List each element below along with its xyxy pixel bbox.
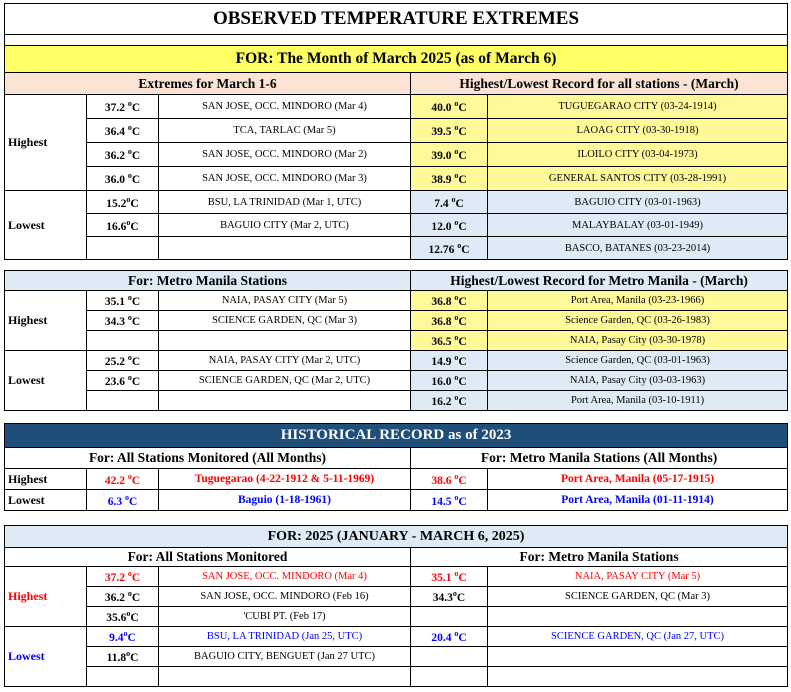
- station-cell: SAN JOSE, OCC. MINDORO (Feb 16): [159, 587, 411, 607]
- temp-cell: 37.2 $^o$C: [87, 95, 159, 119]
- record-temp-cell: 36.8 $^o$C: [411, 311, 488, 331]
- temp-cell: 35.1 $^o$C: [87, 291, 159, 311]
- mm-temp-cell: 34.3$^o$C: [411, 587, 488, 607]
- s3-left-header: For: All Stations Monitored (All Months): [5, 448, 411, 469]
- s4-lowest-label: Lowest: [5, 627, 87, 687]
- record-station-cell: Port Area, Manila (03-23-1966): [488, 291, 788, 311]
- temp-cell: 36.2 $^o$C: [87, 143, 159, 167]
- temp-cell: 35.6$^o$C: [87, 607, 159, 627]
- s1-lowest-label: Lowest: [5, 191, 87, 260]
- record-temp-cell: 12.76 $^o$C: [411, 237, 488, 260]
- record-temp-cell: 7.4 $^o$C: [411, 191, 488, 214]
- mm-temp-cell: 35.1 $^o$C: [411, 567, 488, 587]
- s3-lowest-label: Lowest: [5, 490, 87, 511]
- record-station-cell: GENERAL SANTOS CITY (03-28-1991): [488, 167, 788, 191]
- mm-temp-cell: 20.4 $^o$C: [411, 627, 488, 647]
- station-cell: SAN JOSE, OCC. MINDORO (Mar 3): [159, 167, 411, 191]
- record-station-cell: Port Area, Manila (03-10-1911): [488, 391, 788, 411]
- empty-cell: [87, 237, 159, 260]
- year-2025-table: [4, 525, 788, 687]
- temp-cell: 37.2 $^o$C: [87, 567, 159, 587]
- empty-cell: [411, 667, 488, 687]
- empty-cell: [159, 391, 411, 411]
- empty-cell: [87, 391, 159, 411]
- empty-cell: [488, 607, 788, 627]
- empty-cell: [411, 607, 488, 627]
- empty-cell: [159, 667, 411, 687]
- record-station-cell: BAGUIO CITY (03-01-1963): [488, 191, 788, 214]
- temp-cell: 15.2$^o$C: [87, 191, 159, 214]
- historical-title: HISTORICAL RECORD as of 2023: [5, 424, 788, 448]
- station-cell: TCA, TARLAC (Mar 5): [159, 119, 411, 143]
- record-station-cell: NAIA, Pasay City (03-30-1978): [488, 331, 788, 351]
- temp-cell: 34.3 $^o$C: [87, 311, 159, 331]
- mm-station-cell: SCIENCE GARDEN, QC (Mar 3): [488, 587, 788, 607]
- temp-cell: 42.2 $^o$C: [87, 469, 159, 490]
- temp-cell: 11.8$^o$C: [87, 647, 159, 667]
- station-cell: Baguio (1-18-1961): [159, 490, 411, 511]
- record-temp-cell: 39.5 $^o$C: [411, 119, 488, 143]
- empty-cell: [87, 667, 159, 687]
- s2-left-header: For: Metro Manila Stations: [5, 271, 411, 291]
- empty-cell: [488, 667, 788, 687]
- s4-right-header: For: Metro Manila Stations: [411, 548, 788, 567]
- record-station-cell: LAOAG CITY (03-30-1918): [488, 119, 788, 143]
- record-temp-cell: 36.5 $^o$C: [411, 331, 488, 351]
- s2-highest-label: Highest: [5, 291, 87, 351]
- record-temp-cell: 14.9 $^o$C: [411, 351, 488, 371]
- mm-station-cell: SCIENCE GARDEN, QC (Jan 27, UTC): [488, 627, 788, 647]
- empty-cell: [488, 647, 788, 667]
- mm-station-cell: NAIA, PASAY CITY (Mar 5): [488, 567, 788, 587]
- month-heading: FOR: The Month of March 2025 (as of March 6): [5, 46, 788, 73]
- record-temp-cell: 36.8 $^o$C: [411, 291, 488, 311]
- record-temp-cell: 16.0 $^o$C: [411, 371, 488, 391]
- record-station-cell: Science Garden, QC (03-26-1983): [488, 311, 788, 331]
- metro-manila-table: [4, 270, 788, 411]
- temp-cell: 36.4 $^o$C: [87, 119, 159, 143]
- empty-cell: [159, 237, 411, 260]
- record-station-cell: BASCO, BATANES (03-23-2014): [488, 237, 788, 260]
- s1-left-header: Extremes for March 1-6: [5, 73, 411, 95]
- s2-lowest-label: Lowest: [5, 351, 87, 411]
- record-temp-cell: 40.0 $^o$C: [411, 95, 488, 119]
- record-station-cell: TUGUEGARAO CITY (03-24-1914): [488, 95, 788, 119]
- empty-cell: [87, 331, 159, 351]
- s2-right-header: Highest/Lowest Record for Metro Manila - (March): [411, 271, 788, 291]
- station-cell: SAN JOSE, OCC. MINDORO (Mar 4): [159, 567, 411, 587]
- record-station-cell: MALAYBALAY (03-01-1949): [488, 214, 788, 237]
- s1-highest-label: Highest: [5, 95, 87, 191]
- mm-temp-cell: 38.6 $^o$C: [411, 469, 488, 490]
- mm-station-cell: Port Area, Manila (05-17-1915): [488, 469, 788, 490]
- record-station-cell: ILOILO CITY (03-04-1973): [488, 143, 788, 167]
- temp-cell: 16.6$^o$C: [87, 214, 159, 237]
- s4-left-header: For: All Stations Monitored: [5, 548, 411, 567]
- station-cell: Tuguegarao (4-22-1912 & 5-11-1969): [159, 469, 411, 490]
- temp-cell: 6.3 $^o$C: [87, 490, 159, 511]
- mm-temp-cell: 14.5 $^o$C: [411, 490, 488, 511]
- record-temp-cell: 12.0 $^o$C: [411, 214, 488, 237]
- station-cell: SAN JOSE, OCC. MINDORO (Mar 4): [159, 95, 411, 119]
- s3-right-header: For: Metro Manila Stations (All Months): [411, 448, 788, 469]
- record-temp-cell: 16.2 $^o$C: [411, 391, 488, 411]
- record-temp-cell: 39.0 $^o$C: [411, 143, 488, 167]
- station-cell: BAGUIO CITY (Mar 2, UTC): [159, 214, 411, 237]
- temp-cell: 36.0 $^o$C: [87, 167, 159, 191]
- temp-cell: 9.4$^o$C: [87, 627, 159, 647]
- historical-record-table: [4, 423, 788, 511]
- station-cell: BSU, LA TRINIDAD (Mar 1, UTC): [159, 191, 411, 214]
- record-temp-cell: 38.9 $^o$C: [411, 167, 488, 191]
- station-cell: BAGUIO CITY, BENGUET (Jan 27 UTC): [159, 647, 411, 667]
- mm-station-cell: Port Area, Manila (01-11-1914): [488, 490, 788, 511]
- temp-cell: 23.6 $^o$C: [87, 371, 159, 391]
- spacer: [5, 35, 788, 46]
- station-cell: SCIENCE GARDEN, QC (Mar 2, UTC): [159, 371, 411, 391]
- station-cell: NAIA, PASAY CITY (Mar 5): [159, 291, 411, 311]
- s4-highest-label: Highest: [5, 567, 87, 627]
- record-station-cell: NAIA, Pasay City (03-03-1963): [488, 371, 788, 391]
- station-cell: 'CUBI PT. (Feb 17): [159, 607, 411, 627]
- empty-cell: [411, 647, 488, 667]
- record-station-cell: Science Garden, QC (03-01-1963): [488, 351, 788, 371]
- station-cell: BSU, LA TRINIDAD (Jan 25, UTC): [159, 627, 411, 647]
- temp-cell: 25.2 $^o$C: [87, 351, 159, 371]
- empty-cell: [159, 331, 411, 351]
- page-title: OBSERVED TEMPERATURE EXTREMES: [5, 4, 788, 35]
- station-cell: SCIENCE GARDEN, QC (Mar 3): [159, 311, 411, 331]
- s3-highest-label: Highest: [5, 469, 87, 490]
- station-cell: NAIA, PASAY CITY (Mar 2, UTC): [159, 351, 411, 371]
- station-cell: SAN JOSE, OCC. MINDORO (Mar 2): [159, 143, 411, 167]
- temp-cell: 36.2 $^o$C: [87, 587, 159, 607]
- s1-right-header: Highest/Lowest Record for all stations - (March): [411, 73, 788, 95]
- year-2025-title: FOR: 2025 (JANUARY - MARCH 6, 2025): [5, 526, 788, 548]
- march-extremes-table: [4, 3, 788, 260]
